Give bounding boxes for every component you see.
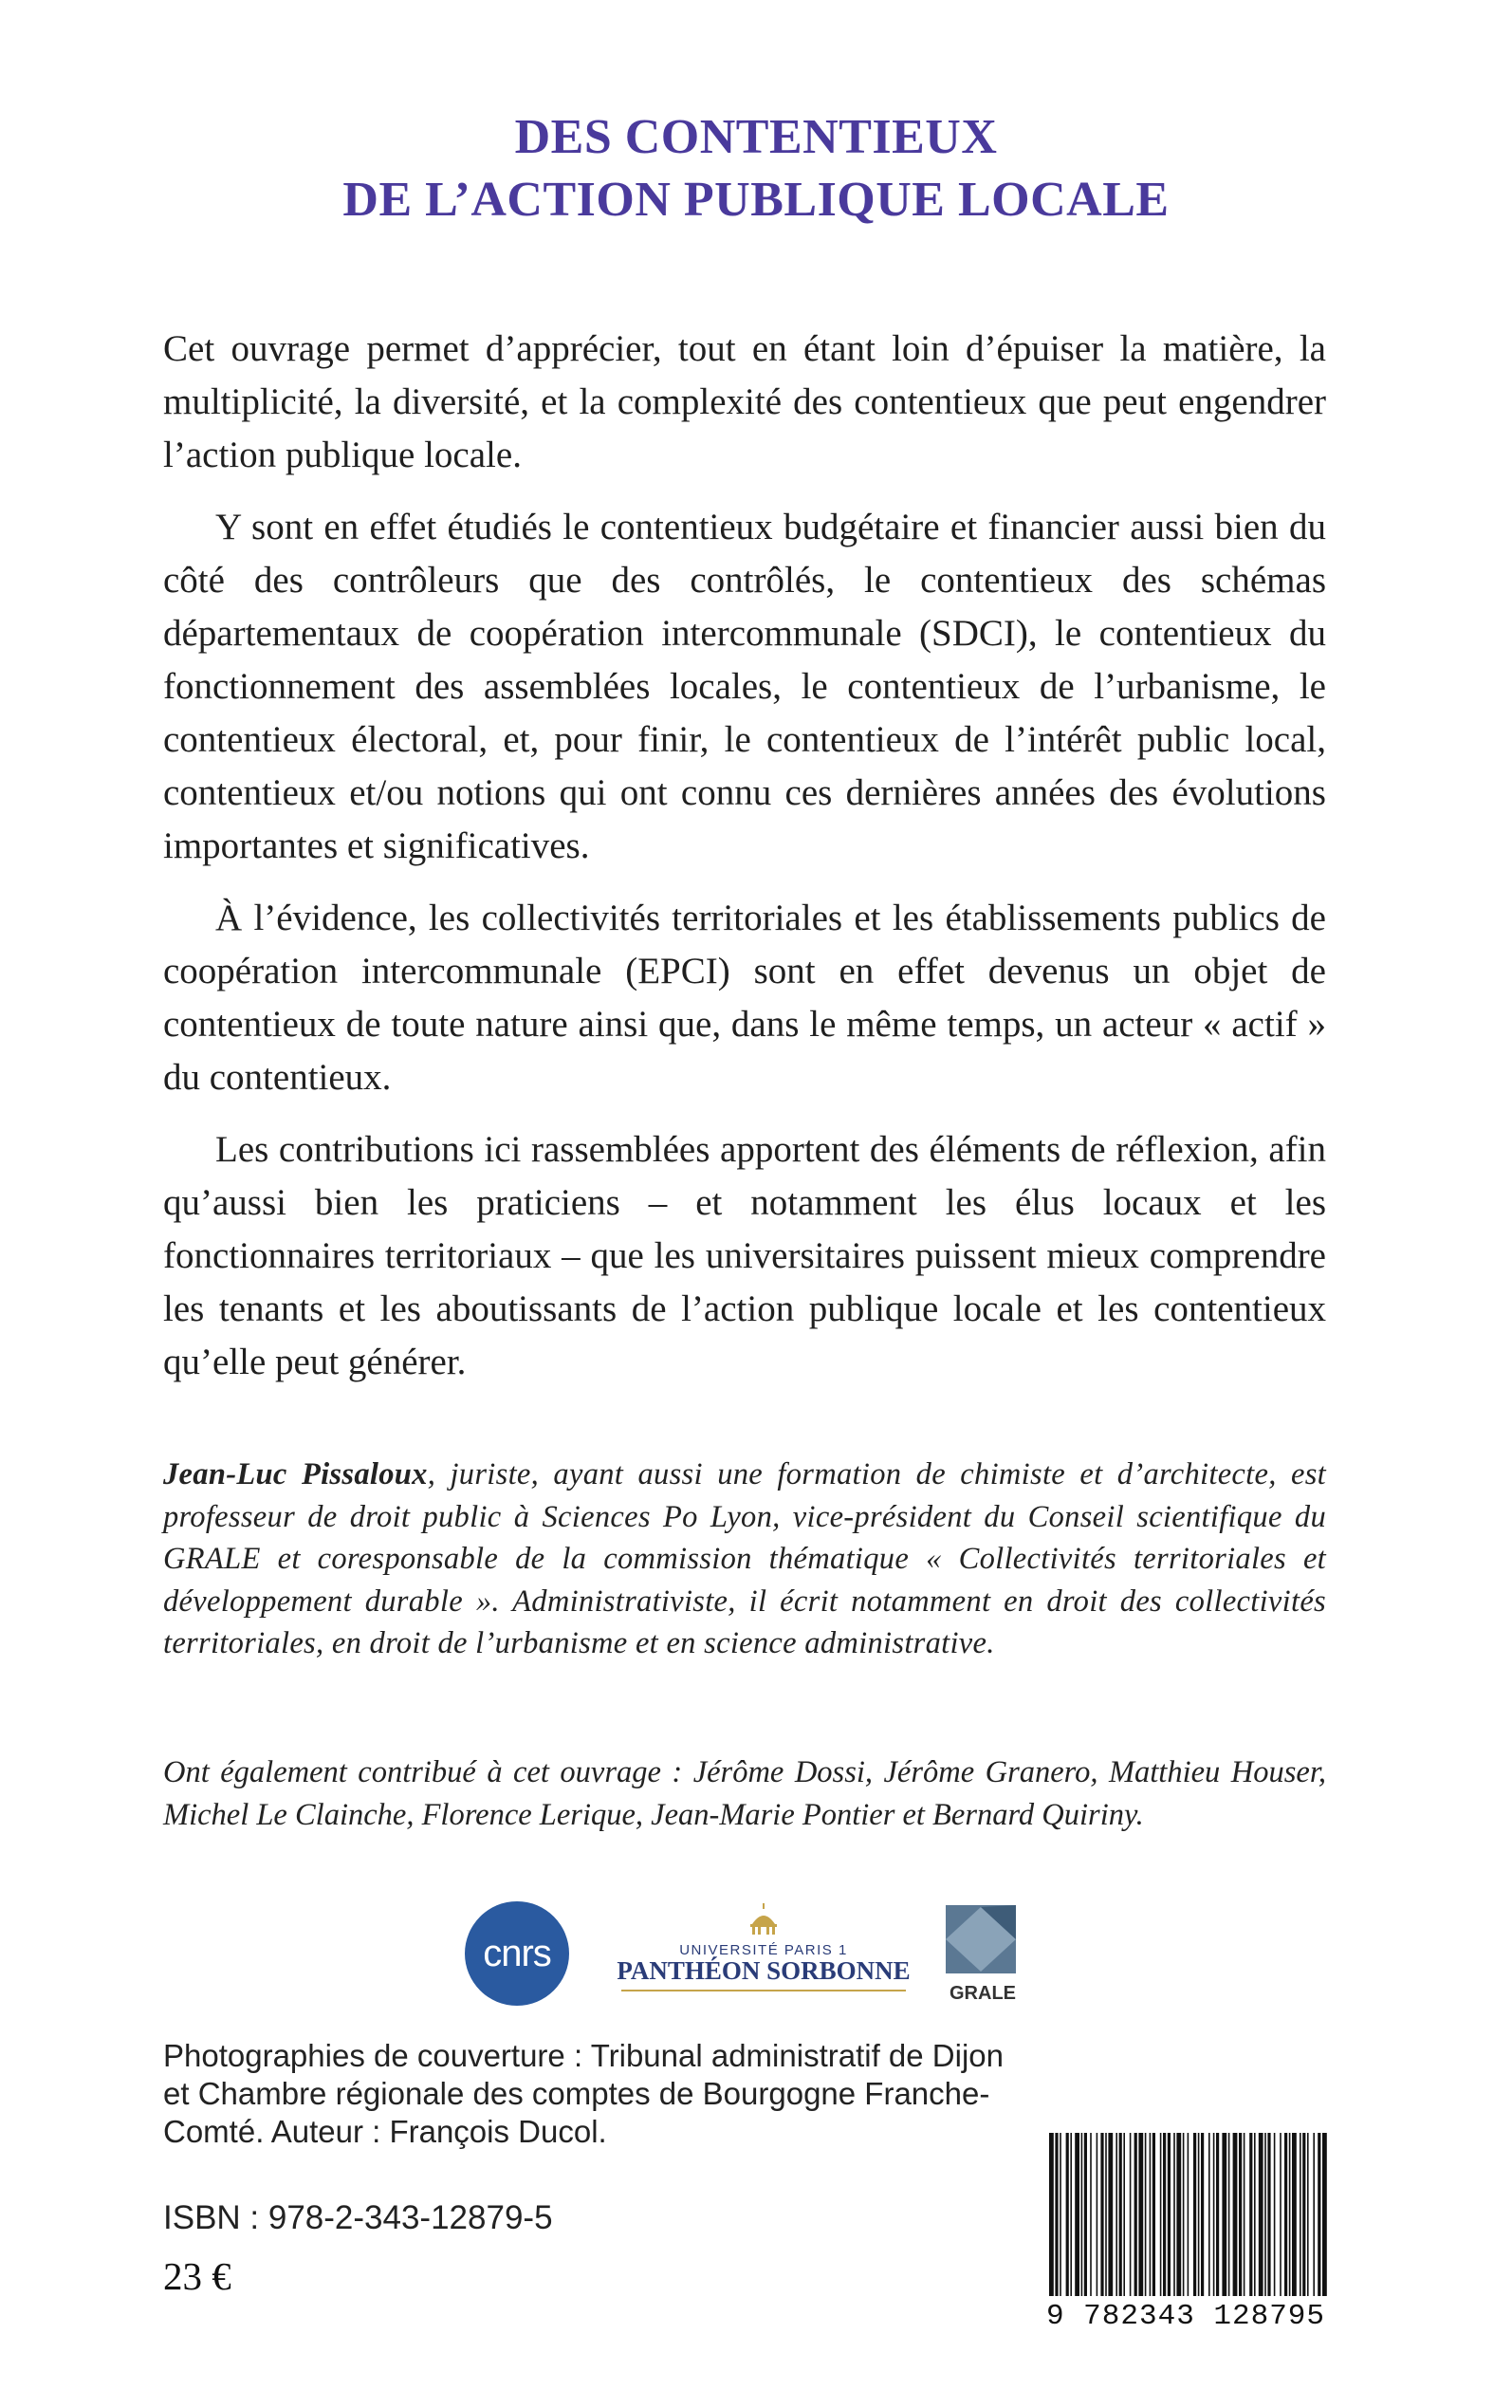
- summary-paragraph-2: Y sont en effet étudiés le contentieux budgétaire et financier aussi bien du côté des contrôleurs que des contrôlés, le contentieux des schémas départementaux de coopération intercommunale (SDCI), le contentieux du fonctionnement des assemblées locales, le contentieux de l’urbanisme, le contentieux électoral, et, pour finir, le contentieux de l’intérêt public local, contentieux et/ou notions qui ont connu ces dernières années des évolutions importantes et significatives.: [163, 507, 1326, 866]
- barcode-bar: [1090, 2133, 1092, 2296]
- barcode-bar: [1259, 2133, 1263, 2296]
- barcode-bar: [1163, 2133, 1166, 2296]
- barcode-bar: [1313, 2133, 1315, 2296]
- barcode-bar: [1116, 2133, 1117, 2296]
- barcode-bar: [1302, 2133, 1305, 2296]
- barcode-bar: [1097, 2133, 1098, 2296]
- barcode-bar: [1267, 2133, 1270, 2296]
- barcode-bar: [1300, 2133, 1301, 2296]
- photo-credits: Photographies de couverture : Tribunal administratif de Dijon et Chambre régionale des comptes de Bourgogne Franche-Comté. Auteur : François Ducol.: [163, 2038, 1004, 2149]
- barcode-bar: [1119, 2133, 1122, 2296]
- cnrs-logo: [465, 1901, 569, 2006]
- barcode-bar: [1289, 2133, 1291, 2296]
- grale-logo: [944, 1903, 1022, 2008]
- barcode-bar: [1168, 2133, 1171, 2296]
- barcode-bar: [1160, 2133, 1162, 2296]
- barcode-bar: [1284, 2133, 1287, 2296]
- barcode-bar: [1264, 2133, 1266, 2296]
- isbn: ISBN : 978-2-343-12879-5: [163, 2199, 553, 2236]
- barcode-bar: [1201, 2133, 1204, 2296]
- barcode-bar: [1280, 2133, 1282, 2296]
- book-title: [0, 106, 1512, 232]
- barcode-bar: [1081, 2133, 1083, 2296]
- barcode-bar: [1084, 2133, 1087, 2296]
- barcode-bar: [1075, 2133, 1079, 2296]
- barcode-bar: [1228, 2133, 1230, 2296]
- barcode-bar: [1100, 2133, 1103, 2296]
- university-name: PANTHÉON SORBONNE: [617, 1956, 911, 1985]
- barcode: [1043, 2133, 1328, 2337]
- barcode-bar: [1060, 2133, 1061, 2296]
- barcode-bar: [1152, 2133, 1155, 2296]
- barcode-bar: [1213, 2133, 1215, 2296]
- barcode-bar: [1176, 2133, 1181, 2296]
- contributors-text: Ont également contribué à cet ouvrage : Jérôme Dossi, Jérôme Granero, Matthieu Houser, Michel Le Clainche, Florence Lerique, Jean-Marie Pontier et Bernard Quiriny.: [163, 1755, 1326, 1832]
- author-bio-text: , juriste, ayant aussi une formation de chimiste et d’architecte, est professeur de droit public à Sciences Po Lyon, vice-président du Conseil scientifique du GRALE et coresponsable de la commission thématique « Collectivités territoriales et développement durable ». Administrativiste, il écrit notamment en droit des collectivités territoriales, en droit de l’urbanisme et en science administrative.: [163, 1457, 1327, 1660]
- barcode-bar: [1070, 2133, 1072, 2296]
- grale-label: GRALE: [950, 1983, 1016, 2004]
- dome-icon: [747, 1903, 781, 1936]
- barcode-bar: [1193, 2133, 1196, 2296]
- barcode-bar: [1138, 2133, 1143, 2296]
- barcode-digits: 9 782343 128795: [1045, 2300, 1326, 2333]
- barcode-bar: [1183, 2133, 1185, 2296]
- barcode-bar: [1130, 2133, 1132, 2296]
- author-bio: [163, 1454, 1326, 1665]
- barcode-bar: [1105, 2133, 1107, 2296]
- price: 23 €: [163, 2254, 231, 2298]
- summary-paragraph-1: Cet ouvrage permet d’apprécier, tout en étant loin d’épuiser la matière, la multiplicité, la diversité, et la complexité des contentieux que peut engendrer l’action publique locale.: [163, 328, 1326, 475]
- barcode-bar: [1208, 2133, 1210, 2296]
- barcode-bar: [1188, 2133, 1189, 2296]
- barcode-bar: [1216, 2133, 1219, 2296]
- grale-shape-icon: [944, 1903, 1018, 1975]
- barcode-bar: [1249, 2133, 1252, 2296]
- barcode-bar: [1198, 2133, 1200, 2296]
- summary-text: [163, 323, 1326, 1408]
- barcode-bar: [1123, 2133, 1125, 2296]
- barcode-bar: [1292, 2133, 1297, 2296]
- summary-paragraph-3: À l’évidence, les collectivités territoriales et les établissements publics de coopération intercommunale (EPCI) sont en effet devenus un objet de contentieux de toute nature ainsi que, dans le même temps, un acteur « actif » du contentieux.: [163, 898, 1326, 1098]
- barcode-bar: [1244, 2133, 1245, 2296]
- university-label: UNIVERSITÉ PARIS 1: [679, 1942, 848, 1958]
- barcode-bar: [1173, 2133, 1175, 2296]
- barcode-bar: [1049, 2133, 1054, 2296]
- cnrs-logo-text: cnrs: [483, 1932, 551, 1974]
- pantheon-sorbonne-logo: [607, 1903, 920, 2008]
- barcode-bar: [1150, 2133, 1152, 2296]
- barcode-bar: [1307, 2133, 1309, 2296]
- barcode-bar: [1239, 2133, 1242, 2296]
- barcode-bar: [1274, 2133, 1276, 2296]
- logo-row: [0, 1898, 1512, 2011]
- barcode-bar: [1108, 2133, 1113, 2296]
- barcode-bar: [1254, 2133, 1256, 2296]
- barcode-bar: [1066, 2133, 1069, 2296]
- barcode-bars: [1043, 2133, 1328, 2296]
- gold-rule: [621, 1990, 906, 1991]
- barcode-bar: [1233, 2133, 1238, 2296]
- barcode-bar: [1322, 2133, 1327, 2296]
- barcode-bar: [1145, 2133, 1147, 2296]
- title-line-1: DES CONTENTIEUX: [514, 110, 998, 164]
- barcode-bar: [1318, 2133, 1320, 2296]
- summary-paragraph-4: Les contributions ici rassemblées apportent des éléments de réflexion, afin qu’aussi bien les praticiens – et notamment les élus locaux et les fonctionnaires territoriaux – que les universitaires puissent mieux comprendre les tenants et les aboutissants de l’action publique locale et les contentieux qu’elle peut générer.: [163, 1129, 1326, 1382]
- barcode-bar: [1222, 2133, 1226, 2296]
- author-name: Jean-Luc Pissaloux: [163, 1457, 428, 1491]
- barcode-bar: [1134, 2133, 1137, 2296]
- barcode-bar: [1055, 2133, 1058, 2296]
- title-line-2: DE L’ACTION PUBLIQUE LOCALE: [342, 173, 1170, 227]
